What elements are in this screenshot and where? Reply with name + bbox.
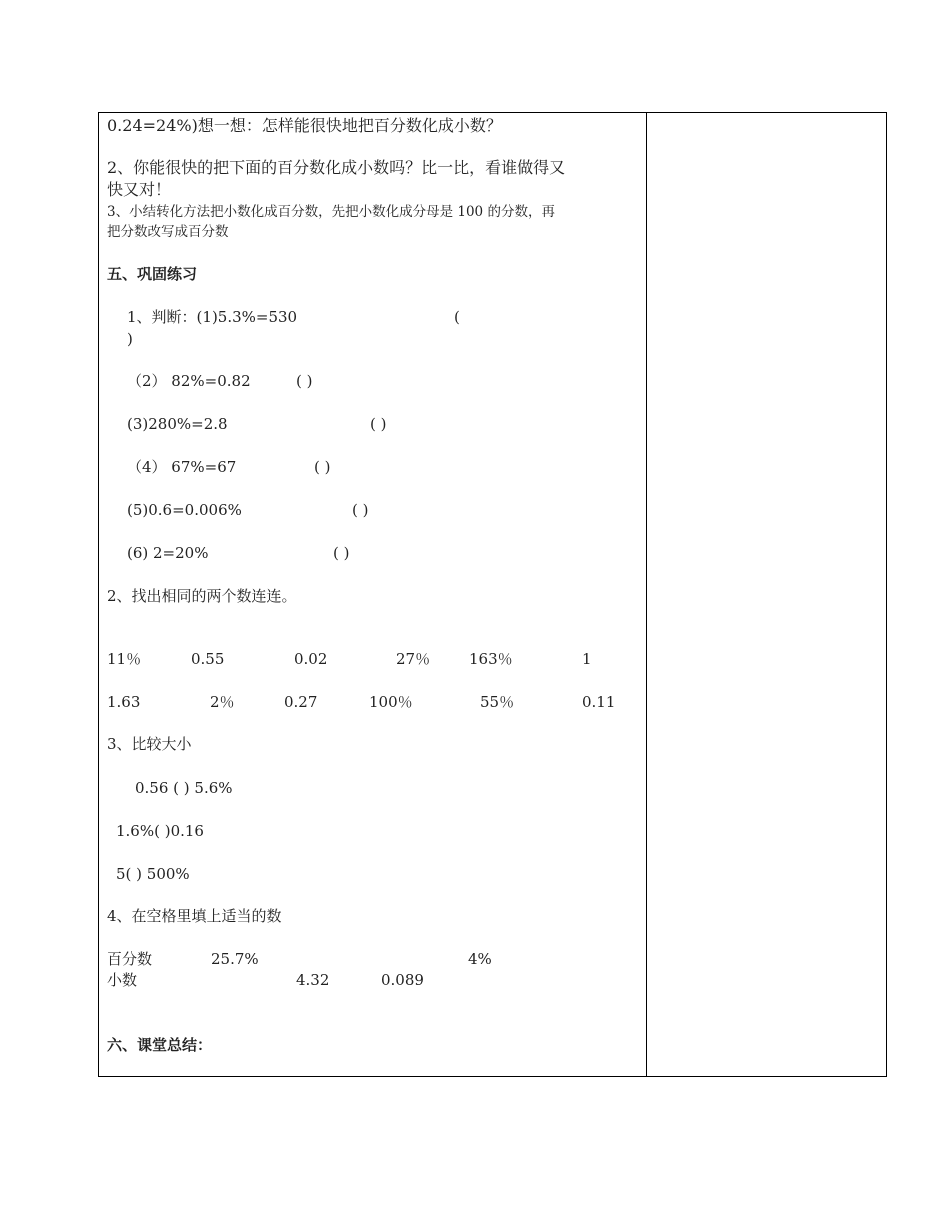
section5-title: 五、巩固练习 <box>107 265 198 283</box>
connect-r2-c1: 1.63 <box>107 693 141 711</box>
judge-paren-4: ( ) <box>314 458 331 476</box>
fill-row2-value1: 4.32 <box>296 971 330 989</box>
compare-title: 3、比较大小 <box>107 735 192 753</box>
fill-row1-label: 百分数 <box>107 950 153 968</box>
compare-item-1: 0.56 ( ) 5.6% <box>135 779 233 797</box>
compare-item-3: 5( ) 500% <box>116 865 190 883</box>
compare-item-2: 1.6%( )0.16 <box>116 822 204 840</box>
judge-item-3: (3)280%=2.8 <box>127 415 228 433</box>
fill-row2-label: 小数 <box>107 971 138 989</box>
connect-r1-c6: 1 <box>582 650 592 668</box>
judge-item-6: (6) 2=20% <box>127 544 209 562</box>
fill-title: 4、在空格里填上适当的数 <box>107 907 282 925</box>
fill-row1-value1: 25.7% <box>211 950 259 968</box>
fill-row2-value2: 0.089 <box>381 971 424 989</box>
judge-item-4: （4） 67%=67 <box>127 458 237 476</box>
connect-r1-c3: 0.02 <box>294 650 328 668</box>
judge-item-2: （2） 82%=0.82 <box>127 372 251 390</box>
connect-title: 2、找出相同的两个数连连。 <box>107 587 297 605</box>
connect-r2-c2: 2％ <box>210 693 235 711</box>
judge-paren-3: ( ) <box>370 415 387 433</box>
q2-line1: 2、你能很快的把下面的百分数化成小数吗？比一比，看谁做得又 <box>107 158 566 177</box>
column-divider <box>646 113 647 1076</box>
q3-line1: 3、小结转化方法把小数化成百分数，先把小数化成分母是 100 的分数，再 <box>107 204 555 220</box>
connect-r1-c4: 27％ <box>396 650 431 668</box>
connect-r1-c2: 0.55 <box>191 650 225 668</box>
connect-r2-c5: 55％ <box>480 693 515 711</box>
judge-paren-1-open: ( <box>454 308 460 326</box>
connect-r1-c1: 11％ <box>107 650 142 668</box>
fill-row1-value2: 4% <box>468 950 492 968</box>
judge-paren-2: ( ) <box>296 372 313 390</box>
connect-r1-c5: 163％ <box>469 650 513 668</box>
connect-r2-c3: 0.27 <box>284 693 318 711</box>
connect-r2-c4: 100％ <box>369 693 413 711</box>
lesson-table <box>98 112 887 1077</box>
connect-r2-c6: 0.11 <box>582 693 616 711</box>
q2-line2: 快又对！ <box>107 180 172 199</box>
judge-item-1: 1、判断：(1)5.3%=530 <box>127 308 298 326</box>
judge-item-5: (5)0.6=0.006% <box>127 501 242 519</box>
q3-line2: 把分数改写成百分数 <box>107 224 229 240</box>
intro-line: 0.24=24%)想一想：怎样能很快地把百分数化成小数？ <box>107 116 502 135</box>
judge-paren-5: ( ) <box>352 501 369 519</box>
judge-paren-6: ( ) <box>333 544 350 562</box>
section6-title: 六、课堂总结： <box>107 1036 213 1054</box>
judge-paren-1-close: ) <box>127 330 133 348</box>
